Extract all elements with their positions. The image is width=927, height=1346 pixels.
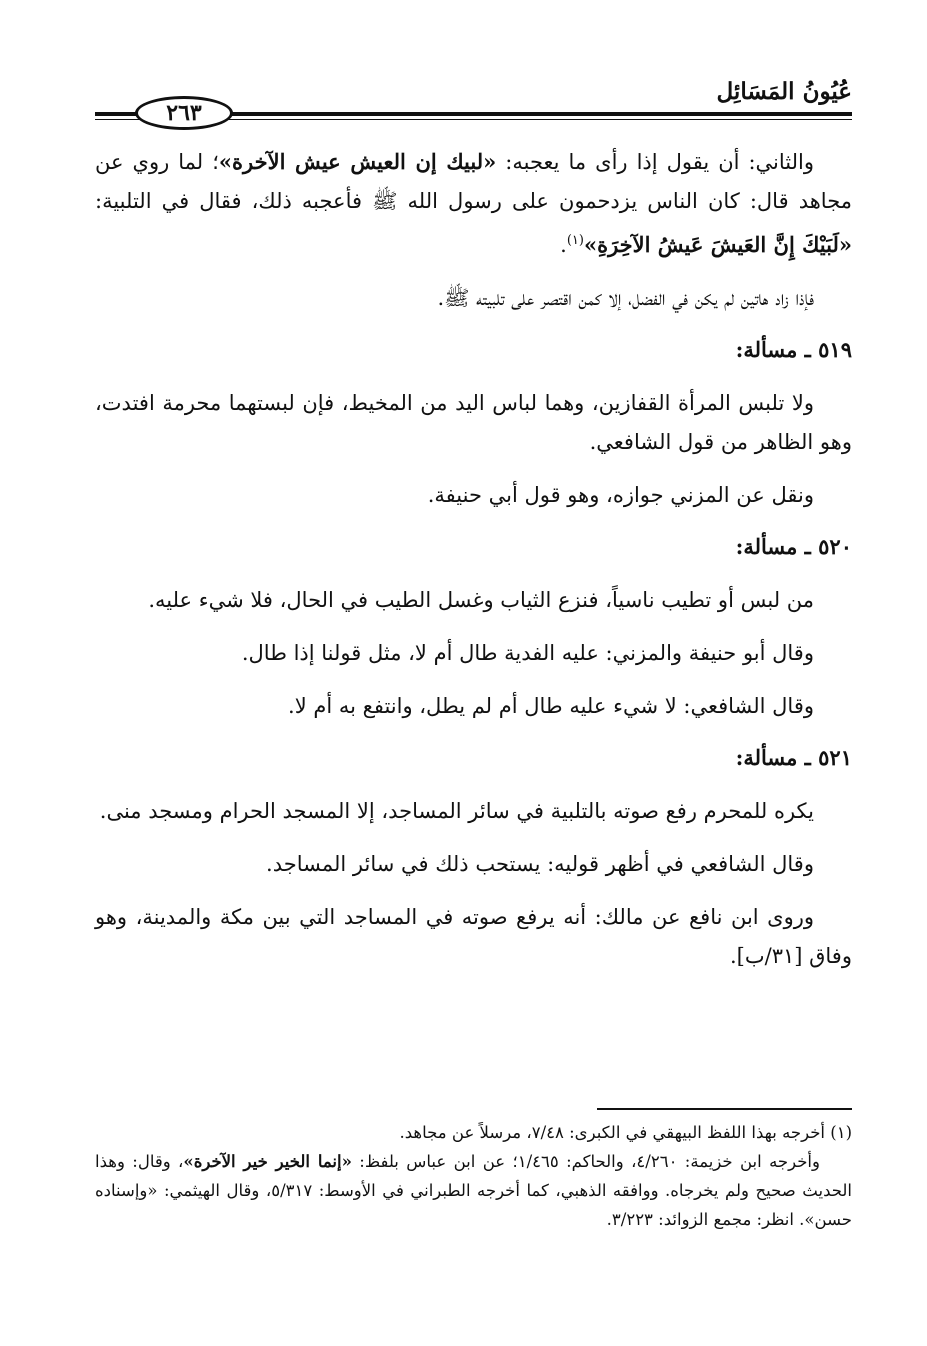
talbiyah-quote-vocalized: «لَبَيْكَ إِنَّ العَيشَ عَيشُ الآخِرَةِ»: [583, 232, 852, 257]
footnote-2-text-b: ، وقال: وهذا الحديث صحيح ولم يخرجاه. ووافقه الذهبي، كما أخرجه الطبراني في الأوسط: ٥/٣١٧، وقال الهيثمي: «وإسناده حسن». انظر: مجمع الزوائد: ٣/٢٢٣.: [95, 1152, 852, 1229]
masalah-521-heading: ٥٢١ ـ مسألة:: [735, 745, 852, 770]
footnote-ref-1: (١): [566, 233, 584, 248]
paragraph-1-text-b: ؛ لما روي عن مجاهد قال: كان الناس يزدحمون على رسول الله ﷺ فأعجبه ذلك، فقال في التلبية:: [95, 150, 852, 213]
page-header: [95, 72, 852, 132]
footnotes: [95, 1118, 852, 1234]
paragraph-10: وروى ابن نافع عن مالك: أنه يرفع صوته في المساجد التي بين مكة والمدينة، وهو وفاق [٣١/ب].: [95, 905, 852, 968]
paragraph-5: من لبس أو تطيب ناسياً، فنزع الثياب وغسل الطيب في الحال، فلا شيء عليه.: [148, 588, 814, 612]
paragraph-3: ولا تلبس المرأة القفازين، وهما لباس اليد من المخيط، فإن لبستهما محرمة افتدت، وهو الظاهر من قول الشافعي.: [95, 391, 852, 454]
book-title: عُيُونُ المَسَائِل: [716, 78, 852, 105]
talbiyah-quote: «لبيك إن العيش عيش الآخرة»: [218, 149, 497, 174]
paragraph-9: وقال الشافعي في أظهر قوليه: يستحب ذلك في سائر المساجد.: [266, 852, 814, 876]
paragraph-6: وقال أبو حنيفة والمزني: عليه الفدية طال أم لا، مثل قولنا إذا طال.: [241, 641, 814, 665]
masalah-520-heading: ٥٢٠ ـ مسألة:: [735, 534, 852, 559]
footnote-2-text-a: وأخرجه ابن خزيمة: ٤/٢٦٠، والحاكم: ١/٤٦٥؛ عن ابن عباس بلفظ:: [351, 1152, 820, 1171]
paragraph-4: ونقل عن المزني جوازه، وهو قول أبي حنيفة.: [427, 483, 814, 507]
footnote-quote: «إنما الخير خير الآخرة»: [183, 1152, 352, 1171]
paragraph-1-end: .: [560, 233, 567, 257]
paragraph-1: [95, 142, 852, 265]
masalah-519-heading: ٥١٩ ـ مسألة:: [735, 337, 852, 362]
paragraph-2: فإذا زاد هاتين لم يكن في الفضل، إلا كمن اقتصر على تلبيته ﷺ.: [437, 286, 814, 310]
main-text: [95, 142, 852, 990]
footnote-separator: [597, 1108, 852, 1110]
footnote-1-continued: [95, 1147, 852, 1234]
footnote-1: (١) أخرجه بهذا اللفظ البيهقي في الكبرى: ٧/٤٨، مرسلاً عن مجاهد.: [399, 1123, 852, 1142]
page-number: ٢٦٣: [135, 96, 233, 130]
paragraph-8: يكره للمحرم رفع صوته بالتلبية في سائر المساجد، إلا المسجد الحرام ومسجد منى.: [99, 799, 814, 823]
paragraph-7: وقال الشافعي: لا شيء عليه طال أم لم يطل، وانتفع به أم لا.: [288, 694, 814, 718]
paragraph-1-text-a: والثاني: أن يقول إذا رأى ما يعجبه:: [496, 150, 814, 174]
